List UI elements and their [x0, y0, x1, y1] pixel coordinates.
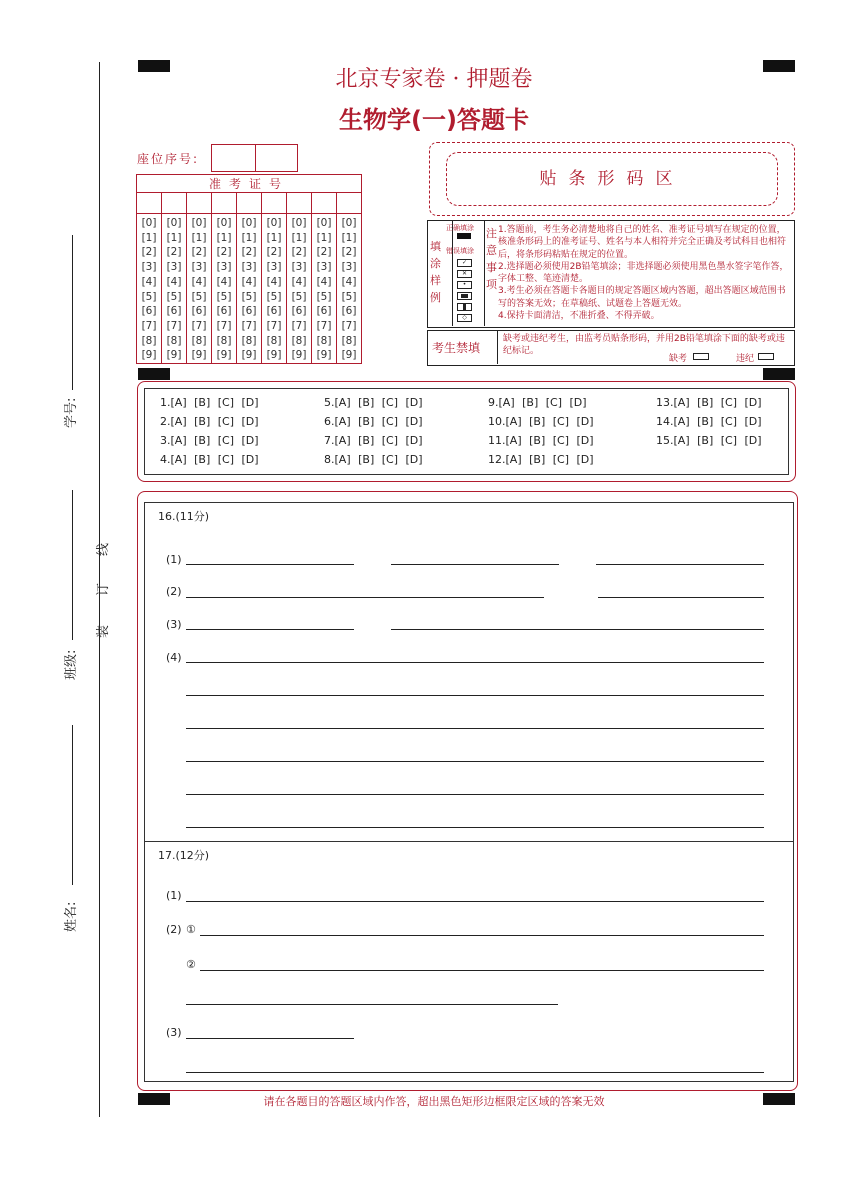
- ticket-digit-option[interactable]: [2]: [266, 246, 282, 259]
- ticket-digit-option[interactable]: [8]: [191, 334, 207, 347]
- q16-4-line[interactable]: [186, 695, 764, 696]
- ticket-digit-option[interactable]: [5]: [291, 290, 307, 303]
- notice-item: 2.选择题必须使用2B铅笔填涂；非选择题必须使用黑色墨水签字笔作答，字体工整、笔迹清楚。: [498, 261, 789, 285]
- ticket-digit-option[interactable]: [7]: [166, 319, 182, 332]
- absent-checkbox[interactable]: [693, 353, 709, 360]
- mc-options[interactable]: [A] [B] [C] [D]: [673, 415, 762, 428]
- ticket-digit-option[interactable]: [0]: [191, 217, 207, 229]
- mc-options[interactable]: [A] [B] [C] [D]: [505, 434, 594, 447]
- mc-question-row[interactable]: [324, 415, 423, 428]
- mc-options[interactable]: [A] [B] [C] [D]: [673, 396, 762, 409]
- exam-title: 北京专家卷 · 押题卷: [335, 67, 533, 92]
- fill-sample-divider: [452, 220, 453, 326]
- ticket-digit-option[interactable]: [2]: [341, 246, 357, 259]
- ticket-digit-option[interactable]: [2]: [216, 246, 232, 259]
- notice-text: [498, 224, 790, 322]
- violation-checkbox[interactable]: [758, 353, 774, 360]
- ticket-digit-option[interactable]: [2]: [241, 246, 257, 259]
- ticket-digit-option[interactable]: [3]: [166, 261, 182, 274]
- correct-fill-sample: [457, 233, 471, 239]
- q16-4-line[interactable]: [186, 728, 764, 729]
- mc-question-number: 3.: [160, 434, 171, 447]
- mc-question-row[interactable]: [488, 434, 594, 447]
- ticket-digit-option[interactable]: [1]: [316, 231, 332, 244]
- ticket-digit-option[interactable]: [5]: [266, 290, 282, 303]
- ticket-digit-option[interactable]: [1]: [141, 231, 157, 244]
- q17-1-line[interactable]: [186, 901, 764, 902]
- ticket-digit-option[interactable]: [7]: [291, 319, 307, 332]
- mc-question-number: 4.: [160, 453, 171, 466]
- q16-part-2: (2): [166, 585, 182, 598]
- ticket-digit-option[interactable]: [6]: [241, 305, 257, 318]
- ticket-digit-option[interactable]: [0]: [316, 217, 332, 229]
- student-id-underline: [72, 235, 73, 390]
- wrong-fill-sample: •: [457, 281, 472, 289]
- name-label: 姓名:: [64, 901, 79, 932]
- ticket-digit-option[interactable]: [6]: [291, 305, 307, 318]
- ticket-digit-option[interactable]: [4]: [191, 275, 207, 288]
- mc-options[interactable]: [A] [B] [C] [D]: [334, 453, 423, 466]
- ticket-digit-box[interactable]: [137, 193, 162, 214]
- ticket-digit-option[interactable]: [4]: [316, 275, 332, 288]
- ticket-digit-option[interactable]: [6]: [191, 305, 207, 318]
- ticket-digit-option[interactable]: [3]: [216, 261, 232, 274]
- ticket-digit-option[interactable]: [7]: [241, 319, 257, 332]
- wrong-fill-sample: ◇: [457, 314, 472, 322]
- ticket-digit-option[interactable]: [9]: [341, 349, 357, 362]
- mc-question-number: 5.: [324, 396, 335, 409]
- mc-options[interactable]: [A] [B] [C] [D]: [498, 396, 587, 409]
- mc-options[interactable]: [A] [B] [C] [D]: [505, 453, 594, 466]
- ticket-digit-option[interactable]: [7]: [141, 319, 157, 332]
- notice-item: 4.保持卡面清洁，不准折叠、不得弄破。: [498, 311, 660, 322]
- ticket-digit-option[interactable]: [9]: [241, 349, 257, 362]
- correct-fill-label: 正确填涂: [446, 224, 474, 232]
- ticket-digit-option[interactable]: [4]: [291, 275, 307, 288]
- ticket-digit-option[interactable]: [0]: [266, 217, 282, 229]
- q16-4-line[interactable]: [186, 827, 764, 828]
- ticket-digit-option[interactable]: [5]: [141, 290, 157, 303]
- ticket-digit-box[interactable]: [162, 193, 187, 214]
- q16-3-blank-b[interactable]: [391, 629, 764, 630]
- mc-question-row[interactable]: [656, 415, 762, 428]
- ticket-digit-option[interactable]: [3]: [291, 261, 307, 274]
- seat-box-1[interactable]: [211, 144, 256, 172]
- q17-3-line[interactable]: [186, 1072, 764, 1073]
- notice-item: 3.考生必须在答题卡各题目的规定答题区域内答题，超出答题区域范围书写的答案无效；在草稿纸、试题卷上答题无效。: [498, 286, 786, 309]
- ticket-digit-option[interactable]: [5]: [216, 290, 232, 303]
- absent-label: 缺考: [669, 354, 688, 364]
- ticket-digit-option[interactable]: [5]: [341, 290, 357, 303]
- notice-title: 注意事项: [486, 227, 497, 291]
- ticket-digit-option[interactable]: [1]: [241, 231, 257, 244]
- mc-question-number: 12.: [488, 453, 506, 466]
- ban-text: 缺考或违纪考生，由监考员贴条形码，并用2B铅笔填涂下面的缺考或违纪标记。: [503, 334, 785, 356]
- mc-question-row[interactable]: [488, 453, 594, 466]
- ticket-digit-option[interactable]: [4]: [341, 275, 357, 288]
- ticket-digit-option[interactable]: [8]: [241, 334, 257, 347]
- mc-options[interactable]: [A] [B] [C] [D]: [334, 434, 423, 447]
- q17-part-1: (1): [166, 889, 182, 902]
- ticket-digit-option[interactable]: [2]: [141, 246, 157, 259]
- ticket-digit-option[interactable]: [8]: [141, 334, 157, 347]
- q16-1-blank-a[interactable]: [186, 564, 354, 565]
- ticket-digit-option[interactable]: [0]: [141, 217, 157, 229]
- ticket-digit-box[interactable]: [337, 193, 362, 214]
- card-title: 生物学(一)答题卡: [339, 106, 529, 134]
- ticket-digit-box[interactable]: [262, 193, 287, 214]
- ticket-digit-option[interactable]: [2]: [191, 246, 207, 259]
- ticket-digit-box[interactable]: [287, 193, 312, 214]
- ticket-digit-option[interactable]: [0]: [216, 217, 232, 229]
- ticket-digit-option[interactable]: [8]: [341, 334, 357, 347]
- q17-frame: [144, 840, 794, 1082]
- ticket-digit-option[interactable]: [2]: [166, 246, 182, 259]
- footer-warning: 请在各题目的答题区域内作答，超出黑色矩形边框限定区域的答案无效: [263, 1095, 605, 1108]
- registration-mark: [763, 368, 795, 380]
- wrong-fill-sample: [457, 303, 472, 311]
- q16-part-3: (3): [166, 618, 182, 631]
- ticket-digit-column[interactable]: [287, 214, 312, 364]
- mc-options[interactable]: [A] [B] [C] [D]: [170, 396, 259, 409]
- mc-options[interactable]: [A] [B] [C] [D]: [170, 453, 259, 466]
- ticket-digit-option[interactable]: [7]: [216, 319, 232, 332]
- ticket-number-grid: [136, 174, 362, 364]
- ticket-digit-option[interactable]: [9]: [216, 349, 232, 362]
- ticket-digit-option[interactable]: [8]: [166, 334, 182, 347]
- ticket-digit-option[interactable]: [1]: [266, 231, 282, 244]
- ticket-digit-column[interactable]: [237, 214, 262, 364]
- ticket-digit-option[interactable]: [5]: [241, 290, 257, 303]
- class-underline: [72, 490, 73, 640]
- ticket-digit-option[interactable]: [9]: [191, 349, 207, 362]
- ticket-digit-option[interactable]: [1]: [216, 231, 232, 244]
- ticket-digit-option[interactable]: [9]: [141, 349, 157, 362]
- mc-question-number: 6.: [324, 415, 335, 428]
- mc-question-number: 11.: [488, 434, 506, 447]
- ticket-digit-option[interactable]: [8]: [266, 334, 282, 347]
- mc-question-number: 2.: [160, 415, 171, 428]
- ticket-digit-option[interactable]: [5]: [316, 290, 332, 303]
- q16-frame: [144, 502, 794, 842]
- mc-question-number: 7.: [324, 434, 335, 447]
- ticket-digit-box[interactable]: [312, 193, 337, 214]
- seat-box-2[interactable]: [255, 144, 298, 172]
- mc-options[interactable]: [A] [B] [C] [D]: [170, 415, 259, 428]
- q17-2-3-line[interactable]: [186, 1004, 558, 1005]
- notice-item: 1.答题前，考生务必清楚地将自己的姓名、准考证号填写在规定的位置，核准条形码上的准考证号、姓名与本人相符并完全正确及考试科目也相符后，将条形码粘贴在规定的位置。: [498, 225, 787, 260]
- mc-question-row[interactable]: [160, 396, 259, 409]
- mc-question-row[interactable]: [324, 453, 423, 466]
- ticket-digit-option[interactable]: [4]: [266, 275, 282, 288]
- ticket-digit-option[interactable]: [9]: [166, 349, 182, 362]
- registration-mark: [138, 368, 170, 380]
- ticket-digit-option[interactable]: [3]: [191, 261, 207, 274]
- q17-3-blank[interactable]: [186, 1038, 354, 1039]
- ticket-digit-option[interactable]: [9]: [291, 349, 307, 362]
- ticket-digit-column[interactable]: [262, 214, 287, 364]
- ticket-digit-box[interactable]: [212, 193, 237, 214]
- mc-question-row[interactable]: [488, 415, 594, 428]
- ticket-digit-option[interactable]: [2]: [291, 246, 307, 259]
- ticket-digit-column[interactable]: [337, 214, 362, 364]
- ticket-digit-option[interactable]: [6]: [166, 305, 182, 318]
- q16-4-line[interactable]: [186, 761, 764, 762]
- binding-char: 装: [96, 624, 111, 638]
- ticket-digit-box[interactable]: [237, 193, 262, 214]
- q17-part-2: (2): [166, 923, 182, 936]
- ticket-digit-option[interactable]: [3]: [316, 261, 332, 274]
- ticket-digit-option[interactable]: [8]: [216, 334, 232, 347]
- binding-char: 线: [96, 542, 111, 556]
- violation-label: 违纪: [736, 354, 755, 364]
- q17-part-3: (3): [166, 1026, 182, 1039]
- ticket-digit-option[interactable]: [5]: [191, 290, 207, 303]
- ticket-digit-option[interactable]: [1]: [191, 231, 207, 244]
- ticket-digit-column[interactable]: [137, 214, 162, 364]
- mc-options[interactable]: [A] [B] [C] [D]: [334, 415, 423, 428]
- ticket-digit-option[interactable]: [1]: [341, 231, 357, 244]
- q17-2-1-line[interactable]: [200, 935, 764, 936]
- ticket-digit-option[interactable]: [3]: [266, 261, 282, 274]
- ticket-digit-option[interactable]: [5]: [166, 290, 182, 303]
- mc-options[interactable]: [A] [B] [C] [D]: [673, 434, 762, 447]
- mc-question-row[interactable]: [488, 396, 587, 409]
- q16-part-4: (4): [166, 651, 182, 664]
- ticket-digit-option[interactable]: [8]: [291, 334, 307, 347]
- mc-question-row[interactable]: [656, 396, 762, 409]
- q17-2-sub-1: ①: [186, 923, 196, 936]
- ticket-digit-option[interactable]: [1]: [291, 231, 307, 244]
- mc-options[interactable]: [A] [B] [C] [D]: [170, 434, 259, 447]
- ticket-digit-option[interactable]: [3]: [241, 261, 257, 274]
- mc-question-row[interactable]: [324, 434, 423, 447]
- ticket-digit-box[interactable]: [187, 193, 212, 214]
- ticket-digit-option[interactable]: [4]: [141, 275, 157, 288]
- ticket-digit-option[interactable]: [0]: [166, 217, 182, 229]
- mc-options[interactable]: [A] [B] [C] [D]: [505, 415, 594, 428]
- ticket-digit-option[interactable]: [1]: [166, 231, 182, 244]
- mc-question-row[interactable]: [160, 415, 259, 428]
- q16-3-blank-a[interactable]: [186, 629, 354, 630]
- ticket-digit-option[interactable]: [7]: [191, 319, 207, 332]
- ticket-digit-option[interactable]: [0]: [341, 217, 357, 229]
- mc-options[interactable]: [A] [B] [C] [D]: [334, 396, 423, 409]
- ticket-digit-option[interactable]: [7]: [266, 319, 282, 332]
- mc-question-number: 1.: [160, 396, 171, 409]
- ticket-digit-column[interactable]: [312, 214, 337, 364]
- ticket-digit-option[interactable]: [0]: [291, 217, 307, 229]
- ban-divider: [497, 330, 498, 364]
- q16-1-blank-c[interactable]: [596, 564, 764, 565]
- mc-question-number: 10.: [488, 415, 506, 428]
- ticket-digit-column[interactable]: [187, 214, 212, 364]
- q16-4-line[interactable]: [186, 794, 764, 795]
- class-label: 班级:: [64, 649, 79, 680]
- ticket-digit-option[interactable]: [7]: [316, 319, 332, 332]
- mc-question-row[interactable]: [160, 453, 259, 466]
- q16-2-blank-b[interactable]: [598, 597, 764, 598]
- ticket-digit-option[interactable]: [9]: [316, 349, 332, 362]
- ticket-digit-option[interactable]: [6]: [341, 305, 357, 318]
- ticket-digit-option[interactable]: [6]: [141, 305, 157, 318]
- ticket-digit-option[interactable]: [4]: [216, 275, 232, 288]
- q17-2-2-line[interactable]: [200, 970, 764, 971]
- mc-question-row[interactable]: [160, 434, 259, 447]
- ticket-header: 准考证号: [137, 175, 362, 193]
- mc-question-number: 13.: [656, 396, 674, 409]
- q16-4-line[interactable]: [186, 662, 764, 663]
- ticket-digit-option[interactable]: [3]: [341, 261, 357, 274]
- ticket-digit-option[interactable]: [4]: [241, 275, 257, 288]
- ticket-digit-option[interactable]: [9]: [266, 349, 282, 362]
- ticket-digit-option[interactable]: [6]: [316, 305, 332, 318]
- q16-2-blank-a[interactable]: [186, 597, 544, 598]
- mc-question-number: 9.: [488, 396, 499, 409]
- ticket-digit-option[interactable]: [3]: [141, 261, 157, 274]
- ticket-digit-column[interactable]: [162, 214, 187, 364]
- wrong-fill-label: 错误填涂: [446, 247, 474, 255]
- notice-divider: [484, 220, 485, 326]
- wrong-fill-sample: [457, 292, 472, 300]
- wrong-fill-sample: ✕: [457, 270, 472, 278]
- barcode-area: 贴条形码区: [446, 152, 778, 206]
- student-id-label: 学号:: [64, 397, 79, 428]
- ticket-digit-option[interactable]: [4]: [166, 275, 182, 288]
- ban-label: 考生禁填: [432, 341, 481, 355]
- q16-part-1: (1): [166, 553, 182, 566]
- q16-1-blank-b[interactable]: [391, 564, 559, 565]
- seat-label: 座位序号:: [137, 152, 200, 166]
- mc-question-row[interactable]: [324, 396, 423, 409]
- name-underline: [72, 725, 73, 885]
- ticket-digit-option[interactable]: [6]: [216, 305, 232, 318]
- ticket-digit-option[interactable]: [8]: [316, 334, 332, 347]
- q17-2-sub-2: ②: [186, 958, 196, 971]
- ticket-digit-option[interactable]: [2]: [316, 246, 332, 259]
- mc-question-number: 8.: [324, 453, 335, 466]
- ticket-digit-option[interactable]: [7]: [341, 319, 357, 332]
- q17-title: 17.(12分): [158, 849, 210, 862]
- mc-question-number: 15.: [656, 434, 674, 447]
- ticket-digit-column[interactable]: [212, 214, 237, 364]
- q16-title: 16.(11分): [158, 510, 210, 523]
- ticket-digit-option[interactable]: [0]: [241, 217, 257, 229]
- ticket-digit-option[interactable]: [6]: [266, 305, 282, 318]
- fill-sample-title: 填涂样例: [430, 240, 441, 304]
- binding-char: 订: [96, 582, 111, 596]
- wrong-fill-sample: ✓: [457, 259, 472, 267]
- mc-question-number: 14.: [656, 415, 674, 428]
- mc-question-row[interactable]: [656, 434, 762, 447]
